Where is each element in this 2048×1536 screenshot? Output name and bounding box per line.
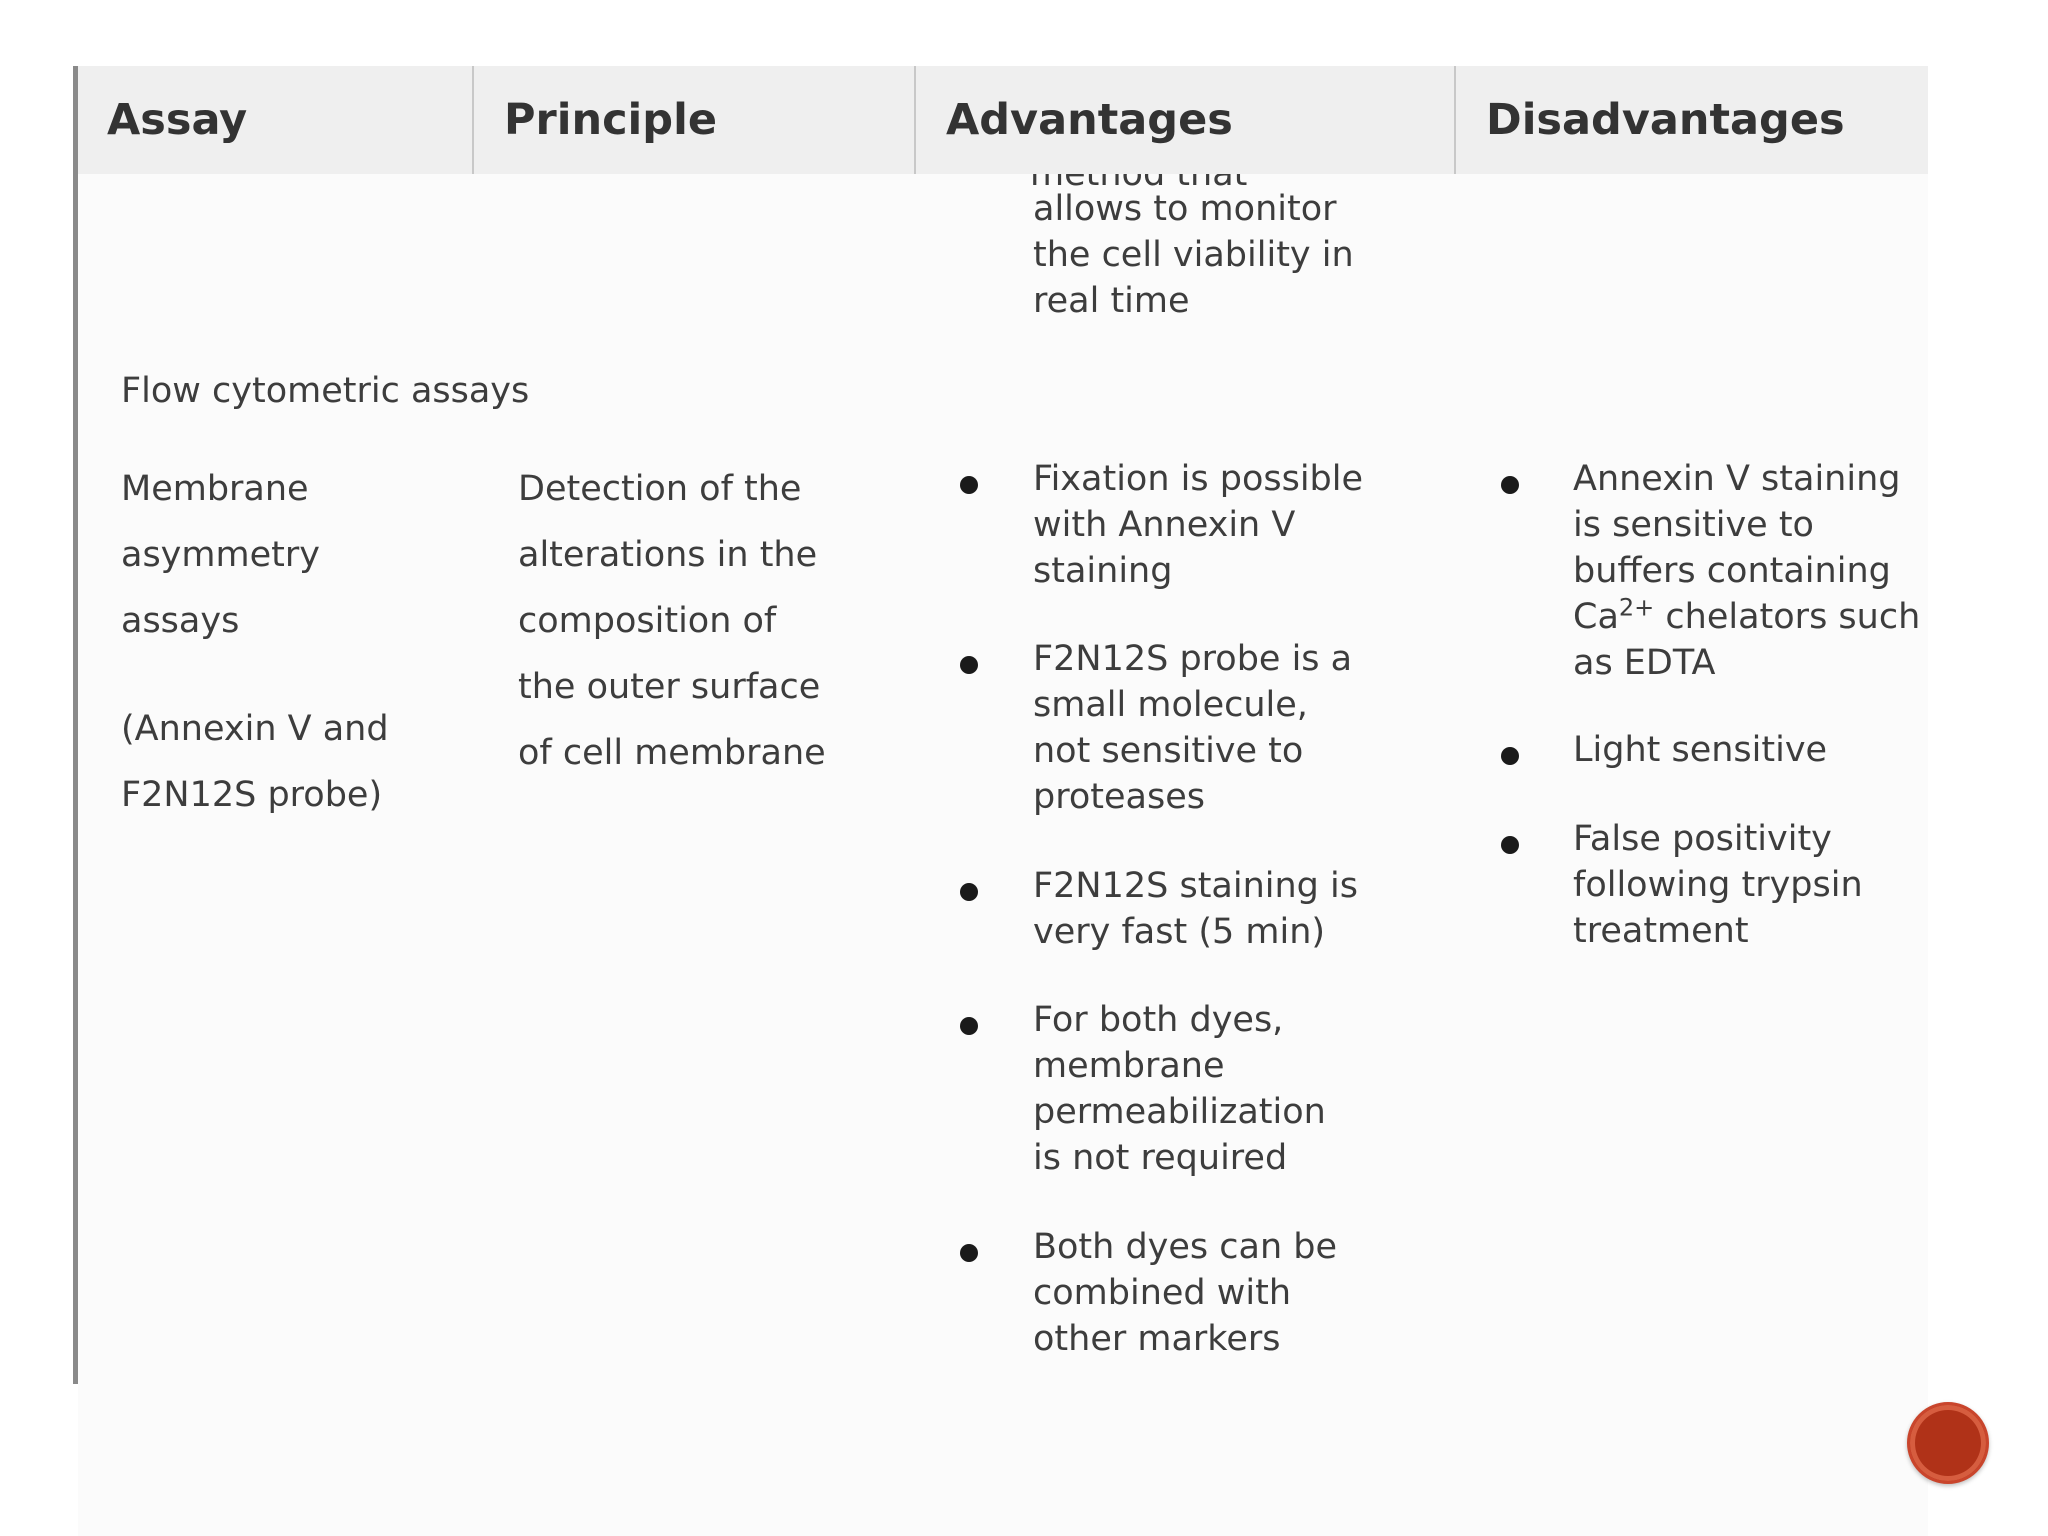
header-assay: Assay bbox=[107, 95, 248, 145]
header-principle: Principle bbox=[504, 95, 717, 145]
text-fragment: Ca bbox=[1573, 597, 1619, 637]
assay-note bbox=[121, 696, 389, 828]
text-line: very fast (5 min) bbox=[1033, 912, 1326, 952]
text-line: the outer surface bbox=[518, 667, 821, 707]
column-separator bbox=[914, 66, 916, 174]
text-line: permeabilization bbox=[1033, 1092, 1326, 1132]
bullet-icon bbox=[960, 1244, 978, 1262]
text-line: other markers bbox=[1033, 1319, 1281, 1359]
prev-row-advantage bbox=[1033, 186, 1354, 324]
table-header-row bbox=[78, 66, 1928, 174]
bullet-icon bbox=[960, 656, 978, 674]
text-line: F2N12S staining is bbox=[1033, 866, 1358, 906]
text-line: For both dyes, bbox=[1033, 1000, 1284, 1040]
text-line: assays bbox=[121, 601, 240, 641]
advantage-item bbox=[1033, 997, 1326, 1181]
text-line: Light sensitive bbox=[1573, 730, 1828, 770]
disadvantage-item bbox=[1573, 727, 1827, 773]
disadvantage-item bbox=[1573, 456, 1930, 696]
text-line: real time bbox=[1033, 281, 1190, 321]
header-advantages: Advantages bbox=[946, 95, 1233, 145]
text-line: Both dyes can be bbox=[1033, 1227, 1338, 1267]
section-title: Flow cytometric assays bbox=[121, 371, 530, 411]
column-separator bbox=[472, 66, 474, 174]
text-line: alterations in the bbox=[518, 535, 818, 575]
table-left-border bbox=[73, 66, 78, 1384]
text-line: proteases bbox=[1033, 777, 1205, 817]
advantage-item bbox=[1033, 636, 1352, 820]
text-line: buffers containing bbox=[1573, 551, 1891, 591]
text-line: F2N12S probe is a bbox=[1033, 639, 1353, 679]
text-line: is sensitive to bbox=[1573, 505, 1814, 545]
text-fragment: chelators such bbox=[1654, 597, 1921, 637]
text-line: Detection of the bbox=[518, 469, 802, 509]
advantage-item bbox=[1033, 1224, 1337, 1362]
text-line: with Annexin V bbox=[1033, 505, 1296, 545]
text-line: asymmetry bbox=[121, 535, 320, 575]
disadvantage-item bbox=[1573, 816, 1863, 954]
text-line: membrane bbox=[1033, 1046, 1225, 1086]
advantage-item bbox=[1033, 456, 1363, 594]
bullet-icon bbox=[960, 883, 978, 901]
slide-nav-button[interactable] bbox=[1907, 1402, 1989, 1484]
bullet-icon bbox=[960, 476, 978, 494]
text-line: is not required bbox=[1033, 1138, 1288, 1178]
superscript: 2+ bbox=[1618, 593, 1655, 622]
bullet-icon bbox=[1501, 836, 1519, 854]
bullet-icon bbox=[960, 1017, 978, 1035]
text-line: small molecule, bbox=[1033, 685, 1308, 725]
text-line: combined with bbox=[1033, 1273, 1292, 1313]
text-line: of cell membrane bbox=[518, 733, 826, 773]
assay-cell bbox=[121, 456, 320, 654]
text-line: Fixation is possible bbox=[1033, 459, 1364, 499]
bullet-icon bbox=[1501, 747, 1519, 765]
text-line: allows to monitor bbox=[1033, 189, 1337, 229]
bullet-icon bbox=[1501, 476, 1519, 494]
header-disadvantages: Disadvantages bbox=[1486, 95, 1845, 145]
text-line: F2N12S probe) bbox=[121, 775, 383, 815]
text-line bbox=[1573, 594, 1930, 640]
text-line: not sensitive to bbox=[1033, 731, 1304, 771]
text-line: Membrane bbox=[121, 469, 309, 509]
text-line: Annexin V staining bbox=[1573, 459, 1901, 499]
text-line: following trypsin bbox=[1573, 865, 1863, 905]
advantage-item bbox=[1033, 863, 1358, 955]
text-line: the cell viability in bbox=[1033, 235, 1354, 275]
text-line: as EDTA bbox=[1573, 643, 1716, 683]
text-line: (Annexin V and bbox=[121, 709, 389, 749]
text-line: composition of bbox=[518, 601, 777, 641]
principle-cell bbox=[518, 456, 826, 786]
text-line: False positivity bbox=[1573, 819, 1832, 859]
column-separator bbox=[1454, 66, 1456, 174]
text-line: treatment bbox=[1573, 911, 1749, 951]
text-line: staining bbox=[1033, 551, 1173, 591]
